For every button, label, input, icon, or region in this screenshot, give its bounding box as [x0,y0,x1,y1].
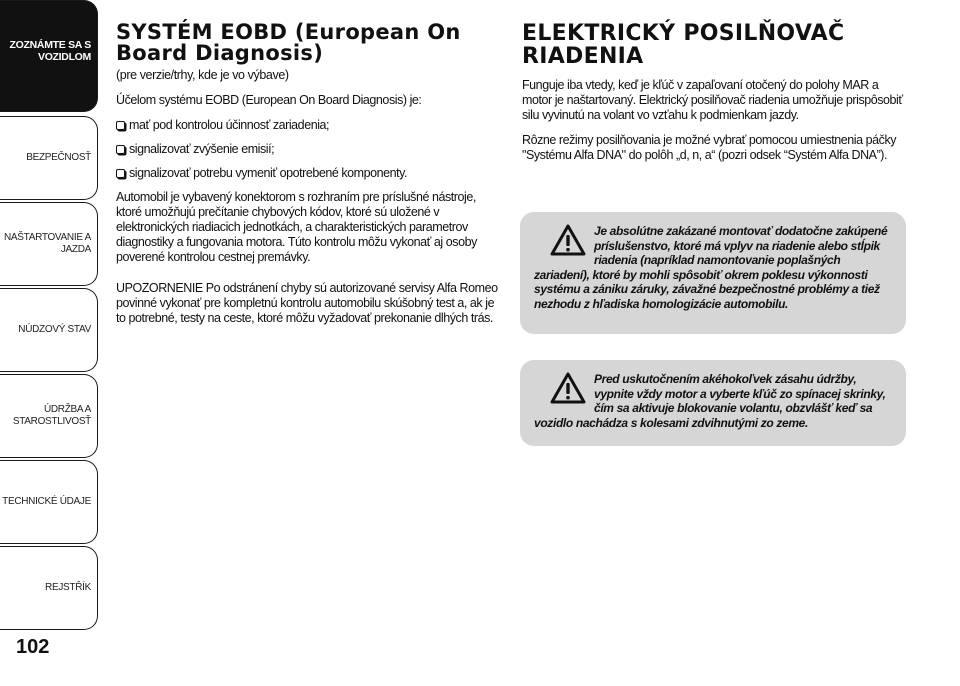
list-item-text: signalizovať zvýšenie emisií; [129,142,275,156]
warning-text [534,224,894,311]
warning-box-accessories [520,212,906,334]
warning-box-maintenance [520,360,906,446]
power-steering-section [522,22,906,173]
tab-label: TECHNICKÉ ÚDAJE [2,496,91,507]
list-item [116,142,500,157]
eobd-section [116,22,500,336]
tab-label: REJSTŘÍK [45,582,91,593]
chapter-sidebar [0,0,100,640]
tab-nudzovy-stav[interactable] [0,288,98,372]
eobd-heading: SYSTÉM EOBD (European On Board Diagnosis) [116,20,461,65]
tab-bezpecnost[interactable] [0,116,98,200]
tab-technicke-udaje[interactable] [0,460,98,544]
tab-label: NAŠTARTOVANIE A JAZDA [3,232,91,255]
tab-label: NÚDZOVÝ STAV [18,324,91,335]
checkbox-bullet-icon [116,145,125,154]
warning-triangle-icon [550,224,586,256]
page-number: 102 [16,636,50,658]
tab-nastartovanie-a-jazda[interactable] [0,202,98,286]
tab-label: ÚDRŽBA A STAROSTLIVOSŤ [12,404,91,427]
eobd-intro: Účelom systému EOBD (European On Board Diagnosis) je: [116,93,422,107]
power-steering-paragraph: Funguje iba vtedy, keď je kľúč v zapaľovaní otočený do polohy MAR a motor je naštartovaný. Elektrický posilňovač riadenia umožňuje prispôsobiť silu vyvinutú na volant vo vzťahu k podmienkam jazdy. [522,78,903,122]
tab-udrzba-a-starostlivost[interactable] [0,374,98,458]
list-item-text: mať pod kontrolou účinnosť zariadenia; [129,118,330,132]
tab-label: ZOZNÁMTE SA S VOZIDLOM [9,39,91,63]
list-item-text: signalizovať potrebu vymeniť opotrebené komponenty. [129,166,408,180]
checkbox-bullet-icon [116,121,125,130]
checkbox-bullet-icon [116,169,125,178]
power-steering-modes-paragraph: Rôzne režimy posilňovania je možné vybrať pomocou umiestnenia páčky "Systému Alfa DNA" do polôh „d, n, a“ (pozri odsek “Systém Alfa DNA”). [522,133,897,162]
warning-text-rest: vozidlo nachádza s kolesami zdvihnutými zo zeme. [534,415,808,430]
warning-text-indented: Pred uskutočnením akéhokoľvek zásahu údržby, vypnite vždy motor a vyberte kľúč zo spínacej skrinky, čím sa aktivuje blokovanie volantu, obzvlášť keď sa [594,372,886,415]
tab-zoznamte-sa-s-vozidlom[interactable] [0,0,98,112]
warning-triangle-icon [550,372,586,404]
warning-text-indented: Je absolútne zakázané montovať dodatočne zakúpené príslušenstvo, ktoré má vplyv na riadenie alebo stĺpik riadenia (napríklad namontovanie poplašných [594,224,888,267]
eobd-availability-note: (pre verzie/trhy, kde je vo výbave) [116,68,289,82]
warning-text [534,372,894,430]
warning-text-rest: zariadení), ktoré by mohli spôsobiť okrem poklesu výkonnosti systému a zániku záruky, závažné bezpečnostné problémy a tiež nezhodu z hľadiska homologizácie automobilu. [534,267,880,311]
list-item [116,118,500,133]
tab-rejstrik[interactable] [0,546,98,630]
tab-label: BEZPEČNOSŤ [26,152,91,163]
list-item [116,166,500,181]
power-steering-heading: ELEKTRICKÝ POSILŇOVAČ RIADENIA [522,21,845,69]
eobd-warning-paragraph: UPOZORNENIE Po odstránení chyby sú autorizované servisy Alfa Romeo povinné vykonať pre kompletnú kontrolu automobilu skúšobný test a, ak je to potrebné, testy na ceste, ktoré môžu vyžadovať prekonanie dlhých trás. [116,281,498,325]
eobd-connector-paragraph: Automobil je vybavený konektorom s rozhraním pre príslušné nástroje, ktoré umožňujú prečítanie chybových kódov, ktoré sú uložené v elektronických riadiacich jednotkách, a charakteristických parametrov diagnostiky a fungovania motora. Túto kontrolu môžu vykonať aj osoby poverené kontrolou cestnej premávky. [116,190,477,264]
